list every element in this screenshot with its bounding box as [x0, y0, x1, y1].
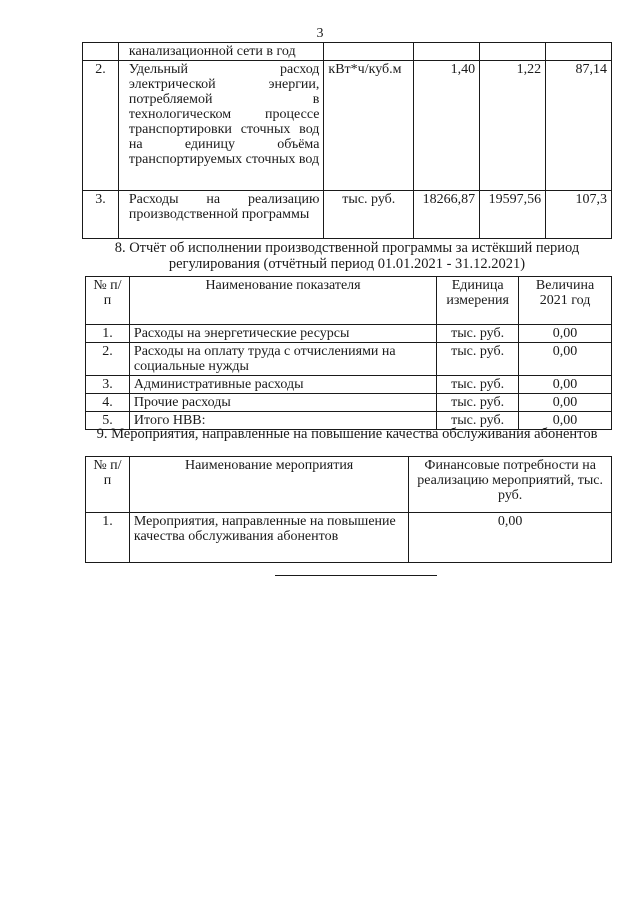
value-cell: 107,3	[546, 191, 612, 239]
unit-cell: кВт*ч/куб.м	[324, 61, 414, 191]
unit-cell: тыс. руб.	[437, 412, 519, 430]
indicator-name: Прочие расходы	[129, 394, 436, 412]
page-number: 3	[316, 26, 324, 41]
value-cell: 19597,56	[480, 191, 546, 239]
unit-cell	[324, 43, 414, 61]
row-number: 3.	[83, 191, 119, 239]
unit-cell: тыс. руб.	[437, 343, 519, 376]
row-number: 1.	[86, 325, 130, 343]
unit-cell: тыс. руб.	[437, 394, 519, 412]
header-unit: Единица измерения	[437, 277, 519, 325]
indicator-name: канализационной сети в год	[118, 43, 324, 61]
table-row	[86, 513, 612, 563]
row-number: 4.	[86, 394, 130, 412]
row-number: 1.	[86, 513, 130, 563]
header-value: Величина 2021 год	[519, 277, 612, 325]
value-cell	[480, 43, 546, 61]
value-cell: 18266,87	[414, 191, 480, 239]
section-8-title: 8. Отчёт об исполнении производственной программы за истёкший период регулирования (отчётный период 01.01.2021 - 31.12.2021)	[114, 240, 580, 272]
table-header-row	[86, 457, 612, 513]
header-name: Наименование мероприятия	[129, 457, 408, 513]
report-table	[85, 276, 612, 430]
indicator-name: Удельный расход электрической энергии, потребляемой в технологическом процессе транспортировки сточных вод на единицу объёма транспортируемых сточных вод	[118, 61, 324, 191]
header-finance: Финансовые потребности на реализацию мероприятий, тыс. руб.	[409, 457, 612, 513]
row-number: 2.	[86, 343, 130, 376]
indicator-name: Административные расходы	[129, 376, 436, 394]
table-row	[83, 61, 612, 191]
value-cell: 0,00	[519, 325, 612, 343]
indicator-name: Итого НВВ:	[129, 412, 436, 430]
unit-cell: тыс. руб.	[324, 191, 414, 239]
value-cell: 0,00	[519, 394, 612, 412]
table-header-row	[86, 277, 612, 325]
header-name: Наименование показателя	[129, 277, 436, 325]
table-row	[83, 43, 612, 61]
unit-cell: тыс. руб.	[437, 325, 519, 343]
row-number: 3.	[86, 376, 130, 394]
indicators-table	[82, 42, 612, 239]
value-cell: 0,00	[519, 412, 612, 430]
measure-name: Мероприятия, направленные на повышение качества обслуживания абонентов	[129, 513, 408, 563]
value-cell: 0,00	[519, 376, 612, 394]
table-row	[86, 343, 612, 376]
indicator-name: Расходы на энергетические ресурсы	[129, 325, 436, 343]
value-cell: 0,00	[519, 343, 612, 376]
header-num: № п/п	[86, 457, 130, 513]
value-cell: 1,40	[414, 61, 480, 191]
row-number	[83, 43, 119, 61]
finance-cell: 0,00	[409, 513, 612, 563]
table-row	[86, 394, 612, 412]
measures-table	[85, 456, 612, 563]
table-row	[86, 376, 612, 394]
table-row	[86, 325, 612, 343]
closing-rule	[275, 575, 437, 576]
table-row	[83, 191, 612, 239]
value-cell: 87,14	[546, 61, 612, 191]
row-number: 5.	[86, 412, 130, 430]
value-cell: 1,22	[480, 61, 546, 191]
value-cell	[546, 43, 612, 61]
header-num: № п/п	[86, 277, 130, 325]
value-cell	[414, 43, 480, 61]
indicator-name: Расходы на реализацию производственной программы	[118, 191, 324, 239]
unit-cell: тыс. руб.	[437, 376, 519, 394]
section-9-title: 9. Мероприятия, направленные на повышение качества обслуживания абонентов	[96, 426, 598, 442]
indicator-name: Расходы на оплату труда с отчислениями на социальные нужды	[129, 343, 436, 376]
row-number: 2.	[83, 61, 119, 191]
